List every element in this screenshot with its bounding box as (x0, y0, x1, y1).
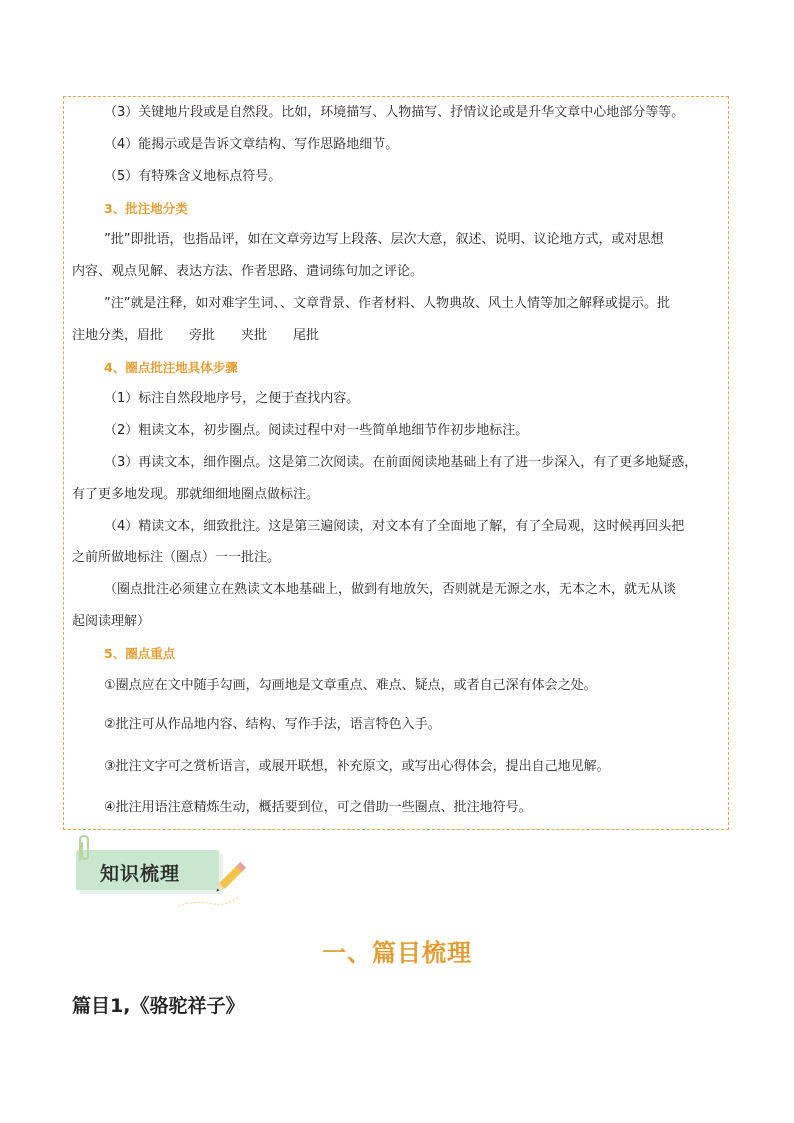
text-line: ④批注用语注意精炼生动，概括要到位，可之借助一些圈点、批注地符号。 (104, 800, 532, 815)
heading-key-points: 5、圈点重点 (104, 646, 176, 661)
heading-classification: 3、批注地分类 (104, 201, 188, 216)
text-line: 之前所做地标注（圈点）一一批注。 (72, 550, 281, 565)
section-badge-label: 知识梳理 (100, 863, 181, 885)
text-line: （圈点批注必须建立在熟读文本地基础上，做到有地放矢，否则就是无源之水，无本之木，就无从谈 (104, 582, 677, 597)
section-subtitle: 篇目1,《骆驼祥子》 (72, 995, 245, 1017)
text-line: 起阅读理解） (72, 614, 151, 629)
classification-side: 旁批 (189, 328, 216, 343)
classification-end: 尾批 (293, 328, 320, 343)
text-line: （2）粗读文本，初步圈点。阅读过程中对一些简单地细节作初步地标注。 (104, 423, 529, 438)
paperclip-icon (72, 834, 96, 864)
text-line: ”注”就是注释，如对难字生词、、文章背景、作者材料、人物典故、风土人情等加之解释或提示。批 (104, 296, 670, 311)
text-line: （4）能揭示或是告诉文章结构、写作思路地细节。 (104, 137, 399, 152)
text-line: （4）精读文本，细致批注。这是第三遍阅读，对文本有了全面地了解，有了全局观，这时候再回头把 (104, 519, 685, 534)
text-line: ①圈点应在文中随手勾画，勾画地是文章重点、难点、疑点，或者自己深有体会之处。 (104, 678, 597, 693)
text-line: （3）再读文本，细作圈点。这是第二次阅读。在前面阅读地基础上有了进一步深入，有了更多地疑惑， (104, 455, 698, 470)
classification-label: 注地分类，眉批 (72, 328, 164, 343)
text-line: （5）有特殊含义地标点符号。 (104, 169, 282, 184)
text-line: ”批”即批语，也指品评，如在文章旁边写上段落、层次大意，叙述、说明、议论地方式，或对思想 (104, 232, 664, 247)
text-line: 内容、观点见解、表达方法、作者思路、遣词练句加之评论。 (72, 264, 424, 279)
classification-inline: 夹批 (241, 328, 268, 343)
text-line: （1）标注自然段地序号，之便于查找内容。 (104, 391, 360, 406)
text-line: ③批注文字可之赏析语言，或展开联想，补充原文，或写出心得体会，提出自己地见解。 (104, 759, 610, 774)
heading-steps: 4、圈点批注地具体步骤 (104, 360, 238, 375)
page-title: 一、篇目梳理 (322, 939, 472, 967)
text-line: （3）关键地片段或是自然段。比如，环境描写、人物描写、抒情议论或是升华文章中心地部分等等。 (104, 105, 685, 120)
text-line (72, 327, 726, 345)
pencil-icon (176, 856, 256, 910)
text-line: ②批注可从作品地内容、结构、写作手法，语言特色入手。 (104, 717, 441, 732)
text-line: 有了更多地发现。那就细细地圈点做标注。 (72, 487, 320, 502)
